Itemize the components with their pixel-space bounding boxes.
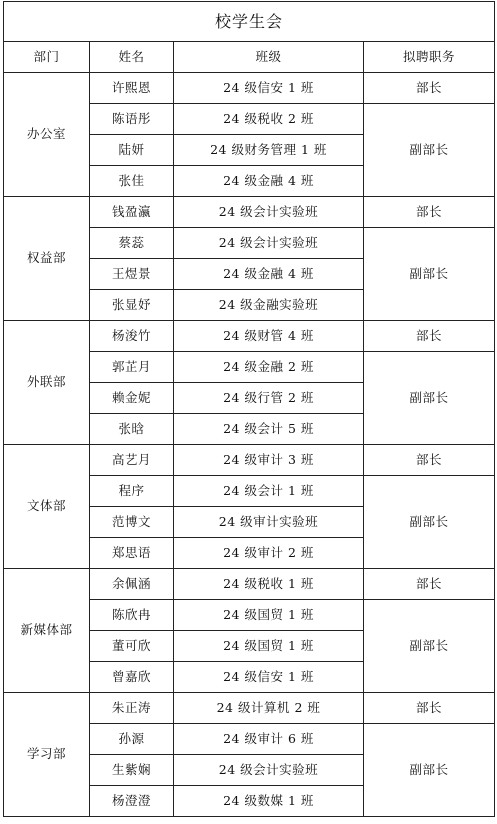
header-class: 班级 <box>174 42 364 73</box>
member-name: 陈语彤 <box>90 104 174 135</box>
member-name: 郑思语 <box>90 538 174 569</box>
member-name: 生紫娴 <box>90 755 174 786</box>
department-cell: 办公室 <box>4 73 90 197</box>
member-position: 部长 <box>364 73 495 104</box>
member-class: 24 级金融 4 班 <box>174 166 364 197</box>
member-position: 副部长 <box>364 724 495 817</box>
department-cell: 外联部 <box>4 321 90 445</box>
member-name: 杨浚竹 <box>90 321 174 352</box>
roster-body <box>4 73 495 817</box>
member-class: 24 级金融 2 班 <box>174 352 364 383</box>
member-name: 陈欣冉 <box>90 600 174 631</box>
member-name: 许熙恩 <box>90 73 174 104</box>
table-row <box>4 197 495 228</box>
member-position: 部长 <box>364 321 495 352</box>
member-position: 副部长 <box>364 600 495 693</box>
member-name: 张佳 <box>90 166 174 197</box>
member-class: 24 级计算机 2 班 <box>174 693 364 724</box>
member-name: 张显妤 <box>90 290 174 321</box>
member-position: 副部长 <box>364 352 495 445</box>
member-name: 钱盈瀛 <box>90 197 174 228</box>
member-class: 24 级审计 2 班 <box>174 538 364 569</box>
member-name: 高艺月 <box>90 445 174 476</box>
member-class: 24 级税收 2 班 <box>174 104 364 135</box>
department-cell: 学习部 <box>4 693 90 817</box>
member-class: 24 级财务管理 1 班 <box>174 135 364 166</box>
member-position: 部长 <box>364 569 495 600</box>
member-name: 杨澄澄 <box>90 786 174 817</box>
member-class: 24 级审计 3 班 <box>174 445 364 476</box>
member-class: 24 级会计实验班 <box>174 228 364 259</box>
department-cell: 文体部 <box>4 445 90 569</box>
member-name: 郭芷月 <box>90 352 174 383</box>
member-position: 部长 <box>364 693 495 724</box>
header-department: 部门 <box>4 42 90 73</box>
member-class: 24 级会计 5 班 <box>174 414 364 445</box>
table-row <box>4 321 495 352</box>
member-class: 24 级信安 1 班 <box>174 73 364 104</box>
member-class: 24 级审计实验班 <box>174 507 364 538</box>
member-class: 24 级会计实验班 <box>174 755 364 786</box>
member-class: 24 级税收 1 班 <box>174 569 364 600</box>
header-name: 姓名 <box>90 42 174 73</box>
member-name: 孙源 <box>90 724 174 755</box>
member-name: 蔡蕊 <box>90 228 174 259</box>
member-name: 范博文 <box>90 507 174 538</box>
member-class: 24 级数媒 1 班 <box>174 786 364 817</box>
member-position: 副部长 <box>364 104 495 197</box>
member-class: 24 级会计 1 班 <box>174 476 364 507</box>
table-title: 校学生会 <box>4 2 495 42</box>
member-class: 24 级国贸 1 班 <box>174 631 364 662</box>
roster-sheet <box>3 1 494 817</box>
member-name: 陆妍 <box>90 135 174 166</box>
member-position: 副部长 <box>364 228 495 321</box>
member-name: 张晗 <box>90 414 174 445</box>
member-name: 朱正涛 <box>90 693 174 724</box>
member-position: 部长 <box>364 197 495 228</box>
table-row <box>4 693 495 724</box>
department-cell: 新媒体部 <box>4 569 90 693</box>
member-class: 24 级金融 4 班 <box>174 259 364 290</box>
member-name: 余佩涵 <box>90 569 174 600</box>
header-position: 拟聘职务 <box>364 42 495 73</box>
member-name: 董可欣 <box>90 631 174 662</box>
member-name: 曾嘉欣 <box>90 662 174 693</box>
table-row <box>4 73 495 104</box>
member-position: 副部长 <box>364 476 495 569</box>
member-name: 王煜景 <box>90 259 174 290</box>
table-row <box>4 445 495 476</box>
table-row <box>4 569 495 600</box>
member-class: 24 级行管 2 班 <box>174 383 364 414</box>
member-class: 24 级金融实验班 <box>174 290 364 321</box>
member-name: 程序 <box>90 476 174 507</box>
member-class: 24 级国贸 1 班 <box>174 600 364 631</box>
roster-table <box>3 1 495 817</box>
member-class: 24 级会计实验班 <box>174 197 364 228</box>
member-class: 24 级财管 4 班 <box>174 321 364 352</box>
member-class: 24 级信安 1 班 <box>174 662 364 693</box>
member-position: 部长 <box>364 445 495 476</box>
member-class: 24 级审计 6 班 <box>174 724 364 755</box>
department-cell: 权益部 <box>4 197 90 321</box>
member-name: 赖金妮 <box>90 383 174 414</box>
